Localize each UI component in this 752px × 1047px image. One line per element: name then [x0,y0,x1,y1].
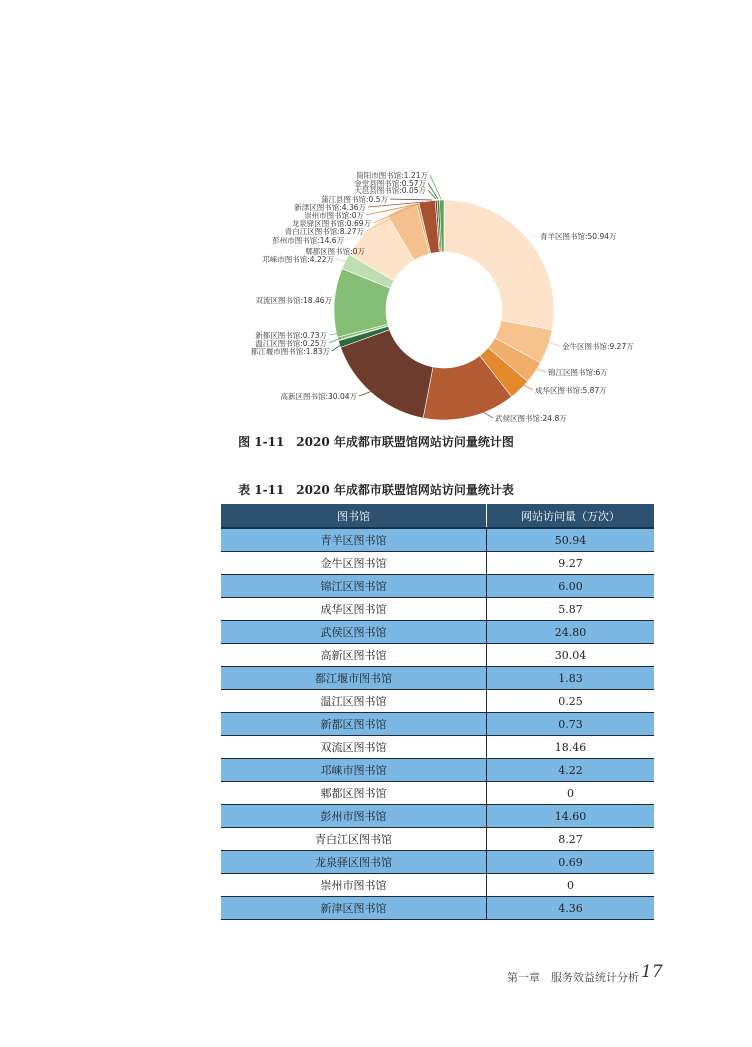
cell-library: 金牛区图书馆 [221,552,487,575]
table-row [221,644,654,667]
slice-label: 温江区图书馆:0.25万 [255,339,327,348]
table-row [221,690,654,713]
table-row [221,621,654,644]
slice-label: 彭州市图书馆:14.6万 [272,236,344,245]
cell-library: 崇州市图书馆 [221,874,487,897]
cell-library: 龙泉驿区图书馆 [221,851,487,874]
cell-library: 邛崃市图书馆 [221,759,487,782]
table-row [221,828,654,851]
table-row [221,805,654,828]
slice-label: 青羊区图书馆:50.94万 [540,232,617,241]
slice-label: 郫都区图书馆:0万 [305,247,365,256]
table-row [221,713,654,736]
cell-visits: 0 [487,874,655,897]
cell-visits: 9.27 [487,552,655,575]
table-row [221,528,654,552]
cell-library: 郫都区图书馆 [221,782,487,805]
cell-library: 青白江区图书馆 [221,828,487,851]
table-row [221,736,654,759]
cell-visits: 14.60 [487,805,655,828]
cell-visits: 1.83 [487,667,655,690]
slice-label: 金牛区图书馆:9.27万 [562,342,634,351]
leader-line [390,199,432,200]
cell-library: 武侯区图书馆 [221,621,487,644]
table-row [221,851,654,874]
cell-library: 锦江区图书馆 [221,575,487,598]
slice-label: 大邑县图书馆:0.05万 [354,186,426,195]
chart-slices [334,200,554,420]
table-row [221,782,654,805]
slice-label: 都江堰市图书馆:1.83万 [250,347,330,356]
cell-library: 双流区图书馆 [221,736,487,759]
slice-label: 青白江区图书馆:8.27万 [284,227,364,236]
table-row [221,575,654,598]
cell-visits: 4.22 [487,759,655,782]
slice-label: 双流区图书馆:18.46万 [255,296,332,305]
stats-table [221,504,654,920]
table-header-row [221,504,654,528]
cell-visits: 0.69 [487,851,655,874]
cell-visits: 50.94 [487,528,655,552]
cell-visits: 0.73 [487,713,655,736]
cell-library: 成华区图书馆 [221,598,487,621]
header-visits: 网站访问量（万次） [487,504,655,528]
cell-visits: 4.36 [487,897,655,920]
cell-library: 彭州市图书馆 [221,805,487,828]
donut-slice [341,330,433,418]
page-number: 17 [641,962,663,982]
slice-label: 武侯区图书馆:24.8万 [495,414,567,423]
slice-label: 高新区图书馆:30.04万 [280,392,357,401]
chapter-footer: 第一章 服务效益统计分析 [507,971,639,984]
slice-label: 龙泉驿区图书馆:0.69万 [291,219,371,228]
cell-library: 高新区图书馆 [221,644,487,667]
slice-label: 金堂县图书馆:0.57万 [354,179,426,188]
cell-visits: 30.04 [487,644,655,667]
slice-label: 新都区图书馆:0.73万 [255,331,327,340]
slice-label: 锦江区图书馆:6万 [548,368,608,377]
leader-line [428,183,438,199]
cell-visits: 24.80 [487,621,655,644]
table-row [221,897,654,920]
table-row [221,552,654,575]
cell-library: 温江区图书馆 [221,690,487,713]
header-library: 图书馆 [221,504,487,528]
cell-library: 都江堰市图书馆 [221,667,487,690]
donut-chart [0,0,752,430]
cell-visits: 6.00 [487,575,655,598]
cell-library: 青羊区图书馆 [221,528,487,552]
slice-label: 崇州市图书馆:0万 [304,211,364,220]
donut-slice [444,200,554,330]
slice-label: 邛崃市图书馆:4.22万 [262,255,334,264]
table-row [221,598,654,621]
figure-caption: 图 1-11 2020 年成都市联盟馆网站访问量统计图 [238,435,514,449]
cell-library: 新都区图书馆 [221,713,487,736]
table-row [221,667,654,690]
cell-library: 新津区图书馆 [221,897,487,920]
cell-visits: 5.87 [487,598,655,621]
slice-label: 简阳市图书馆:1.21万 [356,171,428,180]
cell-visits: 0.25 [487,690,655,713]
cell-visits: 0 [487,782,655,805]
table-row [221,759,654,782]
slice-label: 新津区图书馆:4.36万 [294,203,366,212]
table-caption: 表 1-11 2020 年成都市联盟馆网站访问量统计表 [238,483,514,497]
slice-label: 成华区图书馆:5.87万 [535,386,607,395]
slice-label: 蒲江县图书馆:0.5万 [321,195,388,204]
cell-visits: 8.27 [487,828,655,851]
table-row [221,874,654,897]
cell-visits: 18.46 [487,736,655,759]
